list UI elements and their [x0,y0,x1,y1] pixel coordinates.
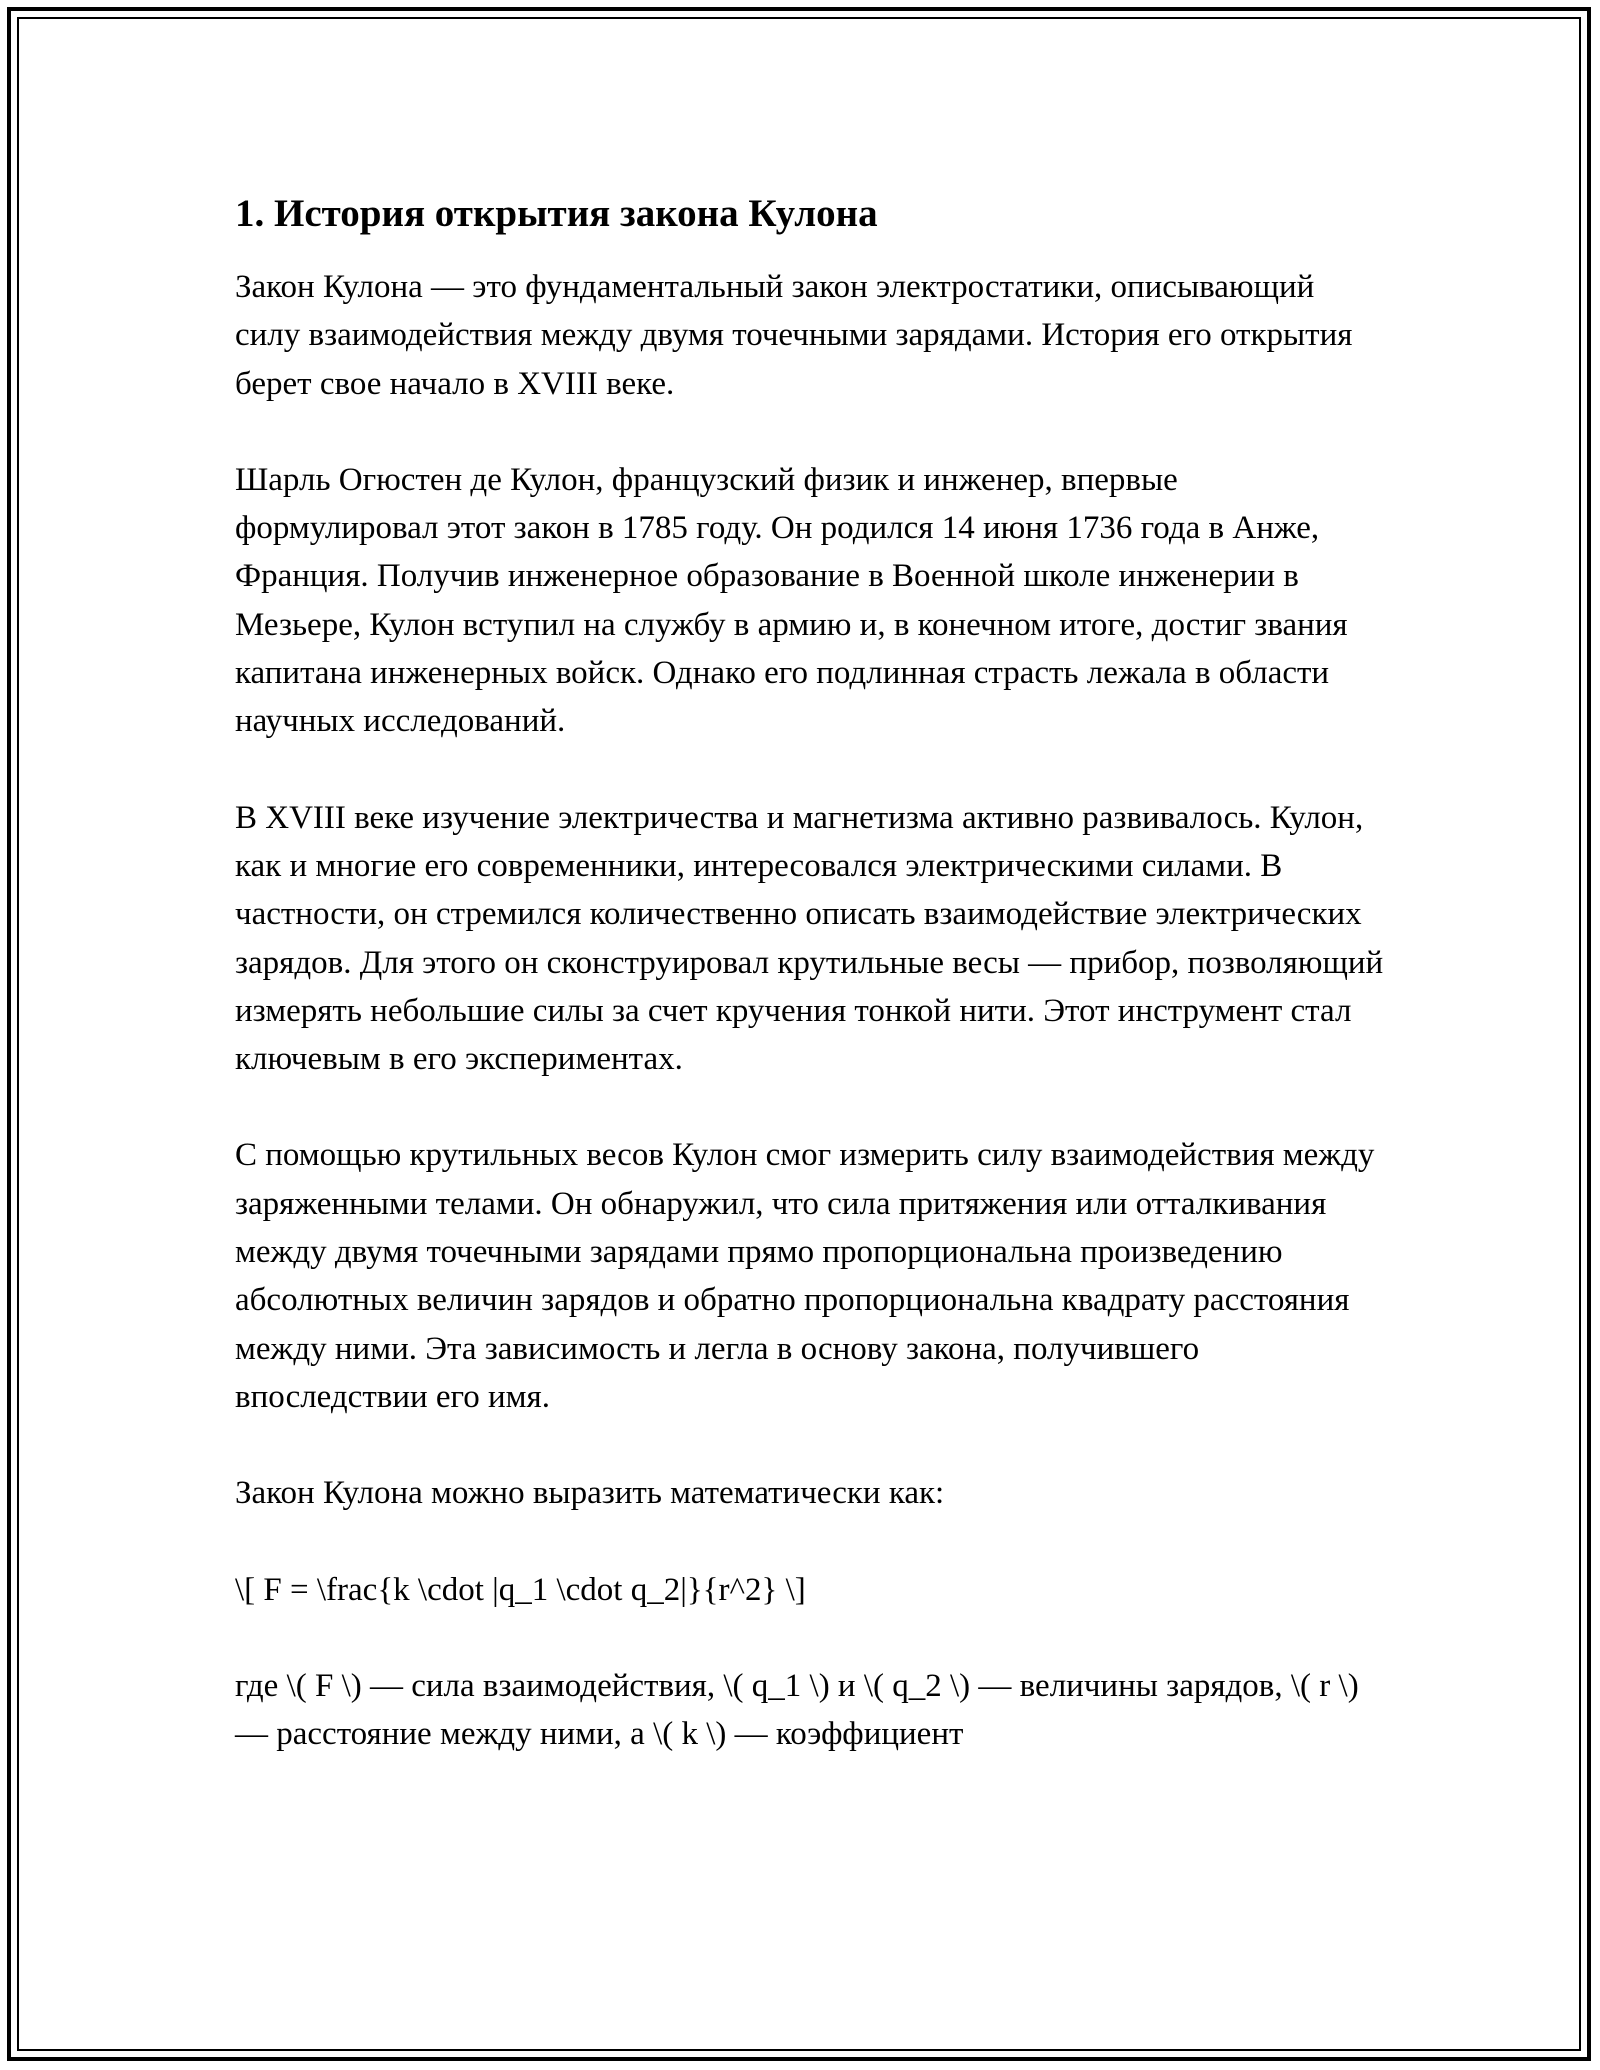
formula: \[ F = \frac{k \cdot |q_1 \cdot q_2|}{r^2} \] [235,1571,806,1608]
paragraph-discovery: С помощью крутильных весов Кулон смог измерить силу взаимодействия между заряженными телами. Он обнаружил, что сила притяжения или отталкивания между двумя точечными зарядами прямо пропорциональна произведению абсолютных величин зарядов и обратно пропорциональна квадрату расстояния между ними. Эта зависимость и легла в основу закона, получившего впоследствии его имя. [235,1137,1375,1415]
paragraph-formula-intro: Закон Кулона можно выразить математически как: [235,1475,945,1512]
paragraph-biography: Шарль Огюстен де Кулон, французский физик и инженер, впервые формулировал этот закон в 1785 году. Он родился 14 июня 1736 года в Анже, Франция. Получив инженерное образование в Военной школе инженерии в Мезьере, Кулон вступил на службу в армию и, в конечном итоге, достиг звания капитана инженерных войск. Однако его подлинная страсть лежала в области научных исследований. [235,461,1348,740]
section-heading: 1. История открытия закона Кулона [235,192,878,235]
document-body [235,185,1385,1806]
paragraph-intro: Закон Кулона — это фундаментальный закон электростатики, описывающий силу взаимодействия между двумя точечными зарядами. История его открытия берет свое начало в XVIII веке. [235,269,1353,402]
paragraph-definitions: где \( F \) — сила взаимодействия, \( q_1 \) и \( q_2 \) — величины зарядов, \( r \) — расстояние между ними, а \( k \) — коэффициент [235,1667,1359,1753]
paragraph-context: В XVIII веке изучение электричества и магнетизма активно развивалось. Кулон, как и многие его современники, интересовался электрическими силами. В частности, он стремился количественно описать взаимодействие электрических зарядов. Для этого он сконструировал крутильные весы — прибор, позволяющий измерять небольшие силы за счет кручения тонкой нити. Этот инструмент стал ключевым в его экспериментах. [235,799,1384,1078]
